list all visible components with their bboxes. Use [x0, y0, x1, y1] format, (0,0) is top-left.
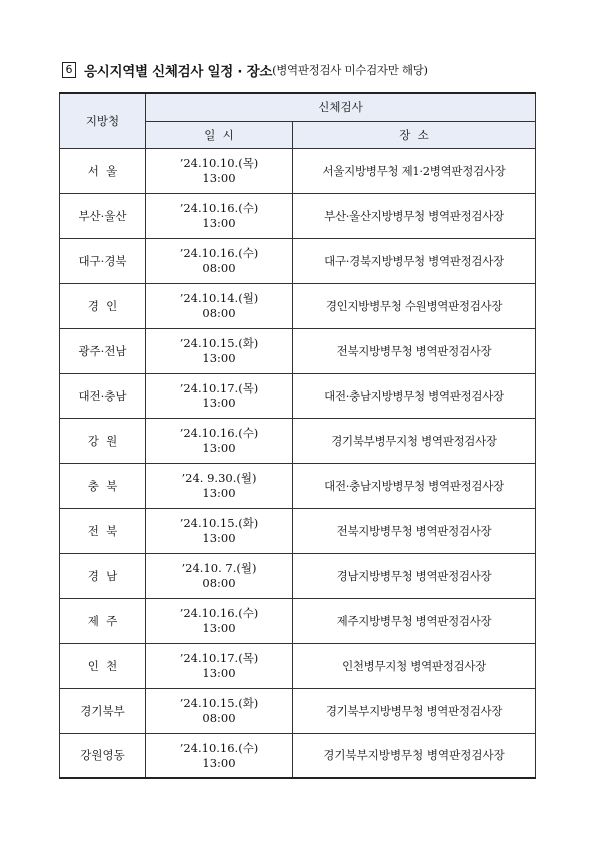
datetime-cell: [146, 149, 293, 194]
datetime-cell: [146, 554, 293, 599]
datetime-cell: [146, 194, 293, 239]
datetime-cell: [146, 509, 293, 554]
datetime-cell: [146, 644, 293, 689]
table-row: [60, 239, 536, 284]
section-title: 응시지역별 신체검사 일정 · 장소: [84, 64, 273, 80]
table-row: [60, 599, 536, 644]
place-cell: 대구·경북지방병무청 병역판정검사장: [293, 239, 536, 284]
place-cell: 부산·울산지방병무청 병역판정검사장: [293, 194, 536, 239]
region-cell: 경 인: [60, 284, 146, 329]
region-cell: 전 북: [60, 509, 146, 554]
header-datetime: 일 시: [146, 122, 293, 149]
region-cell: 대전·충남: [60, 374, 146, 419]
exam-time: 08:00: [202, 261, 236, 275]
region-cell: 강원영동: [60, 734, 146, 779]
table-row: [60, 554, 536, 599]
place-cell: 대전·충남지방병무청 병역판정검사장: [293, 374, 536, 419]
exam-date: ’24.10.15.(화): [179, 516, 259, 530]
exam-time: 13:00: [202, 755, 236, 770]
table-row: [60, 374, 536, 419]
region-cell: 제 주: [60, 599, 146, 644]
exam-time: 13:00: [202, 351, 236, 365]
place-cell: 경남지방병무청 병역판정검사장: [293, 554, 536, 599]
section-subtitle: (병역판정검사 미수검자만 해당): [272, 63, 428, 77]
exam-time: 13:00: [202, 486, 236, 500]
place-cell: 전북지방병무청 병역판정검사장: [293, 509, 536, 554]
exam-date: ’24.10. 7.(월): [181, 561, 257, 575]
exam-time: 08:00: [202, 306, 236, 320]
exam-date: ’24. 9.30.(월): [181, 471, 257, 485]
section-number: 6: [62, 62, 76, 78]
table-row: [60, 644, 536, 689]
exam-time: 13:00: [202, 621, 236, 635]
exam-date: ’24.10.15.(화): [179, 696, 259, 710]
datetime-cell: [146, 734, 293, 779]
place-cell: 경기북부지방병무청 병역판정검사장: [293, 689, 536, 734]
section-heading: [62, 60, 428, 80]
exam-time: 08:00: [202, 711, 236, 725]
region-cell: 인 천: [60, 644, 146, 689]
exam-time: 13:00: [202, 216, 236, 230]
place-cell: 경인지방병무청 수원병역판정검사장: [293, 284, 536, 329]
place-cell: 전북지방병무청 병역판정검사장: [293, 329, 536, 374]
header-physical-exam: 신체검사: [146, 93, 536, 122]
exam-date: ’24.10.16.(수): [179, 246, 259, 260]
exam-date: ’24.10.16.(수): [179, 606, 259, 620]
header-place: 장 소: [293, 122, 536, 149]
table-row: [60, 194, 536, 239]
datetime-cell: [146, 284, 293, 329]
exam-time: 08:00: [202, 576, 236, 590]
table-row: [60, 284, 536, 329]
exam-date: ’24.10.16.(수): [179, 740, 259, 755]
exam-time: 13:00: [202, 441, 236, 455]
place-cell: 경기북부지방병무청 병역판정검사장: [293, 734, 536, 779]
exam-date: ’24.10.16.(수): [179, 201, 259, 215]
datetime-cell: [146, 689, 293, 734]
datetime-cell: [146, 599, 293, 644]
place-cell: 대전·충남지방병무청 병역판정검사장: [293, 464, 536, 509]
table-row: [60, 734, 536, 779]
schedule-table: [59, 92, 536, 779]
region-cell: 대구·경북: [60, 239, 146, 284]
region-cell: 서 울: [60, 149, 146, 194]
place-cell: 경기북부병무지청 병역판정검사장: [293, 419, 536, 464]
place-cell: 인천병무지청 병역판정검사장: [293, 644, 536, 689]
place-cell: 서울지방병무청 제1·2병역판정검사장: [293, 149, 536, 194]
exam-date: ’24.10.14.(월): [179, 291, 259, 305]
region-cell: 경 남: [60, 554, 146, 599]
table-row: [60, 689, 536, 734]
exam-time: 13:00: [202, 531, 236, 545]
datetime-cell: [146, 419, 293, 464]
table-row: [60, 329, 536, 374]
table-row: [60, 149, 536, 194]
exam-time: 13:00: [202, 666, 236, 680]
region-cell: 광주·전남: [60, 329, 146, 374]
region-cell: 부산·울산: [60, 194, 146, 239]
exam-date: ’24.10.17.(목): [179, 651, 259, 665]
datetime-cell: [146, 329, 293, 374]
exam-date: ’24.10.16.(수): [179, 426, 259, 440]
table-row: [60, 419, 536, 464]
region-cell: 경기북부: [60, 689, 146, 734]
datetime-cell: [146, 374, 293, 419]
header-region: 지방청: [60, 93, 146, 149]
exam-date: ’24.10.17.(목): [179, 381, 259, 395]
exam-date: ’24.10.10.(목): [179, 156, 259, 170]
datetime-cell: [146, 464, 293, 509]
place-cell: 제주지방병무청 병역판정검사장: [293, 599, 536, 644]
table-row: [60, 509, 536, 554]
region-cell: 충 북: [60, 464, 146, 509]
exam-time: 13:00: [202, 396, 236, 410]
exam-date: ’24.10.15.(화): [179, 336, 259, 350]
table-row: [60, 464, 536, 509]
exam-time: 13:00: [202, 171, 236, 185]
datetime-cell: [146, 239, 293, 284]
region-cell: 강 원: [60, 419, 146, 464]
